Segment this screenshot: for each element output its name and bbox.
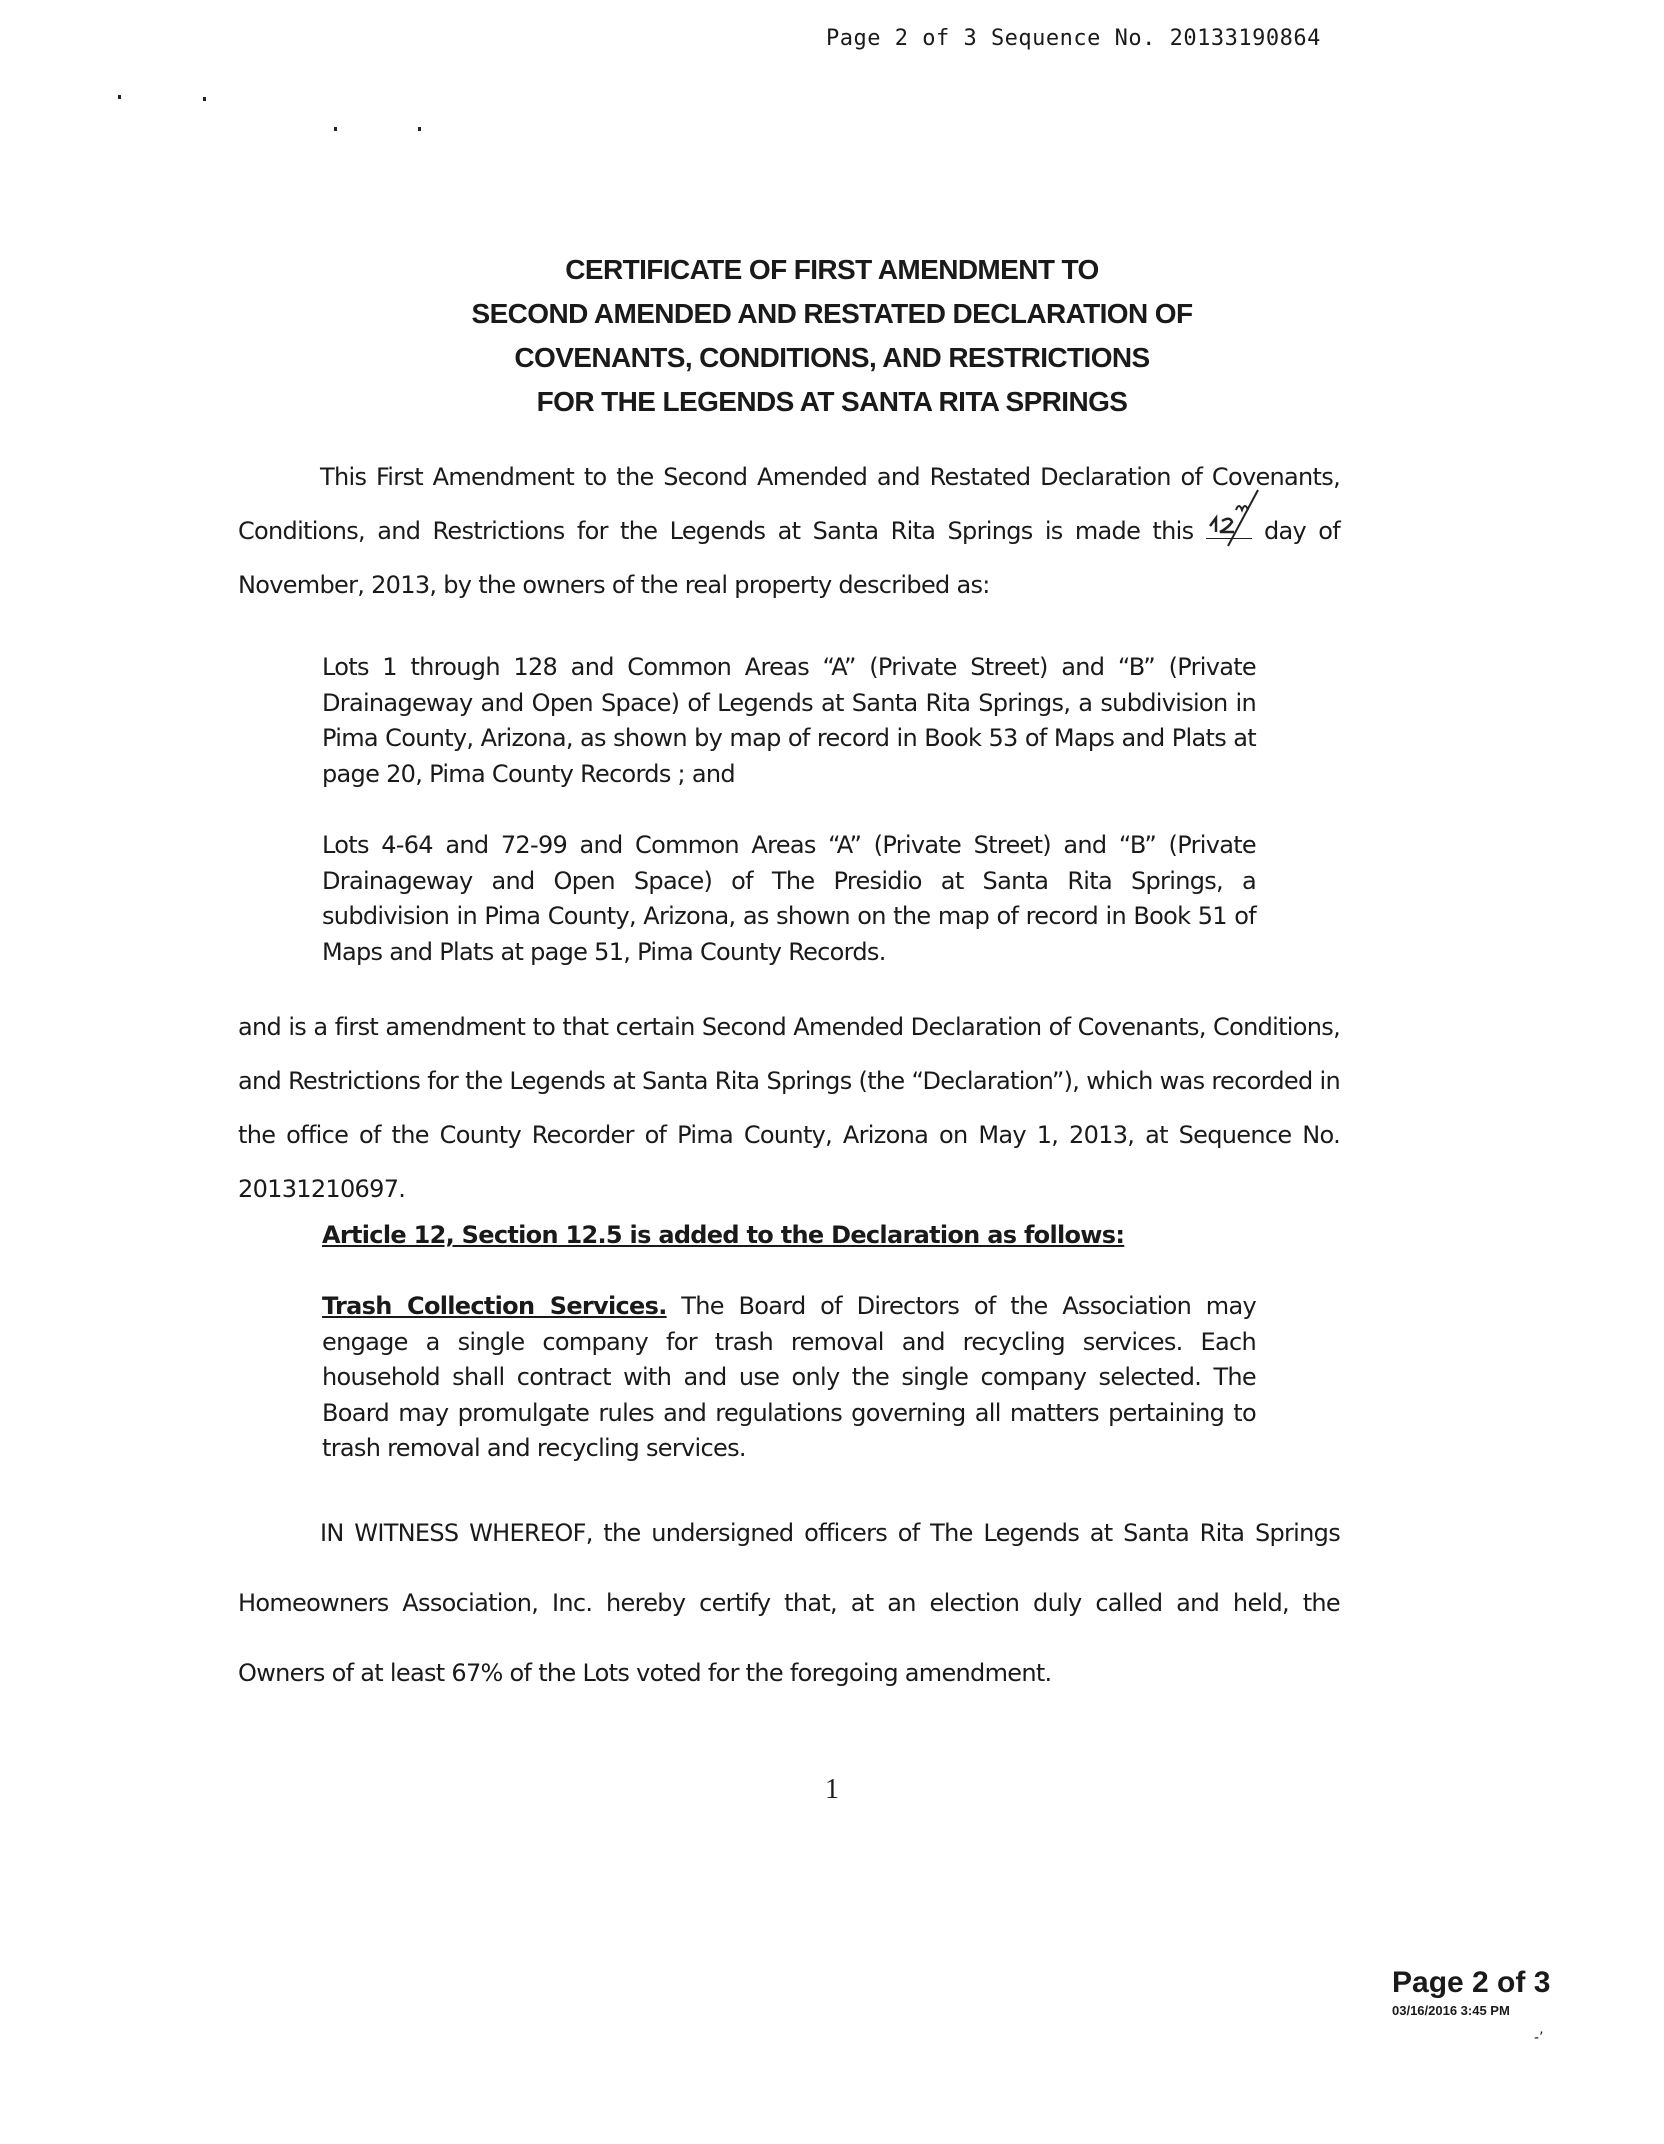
amendment-paragraph: and is a first amendment to that certain Second Amended Declaration of Covenants, Conditions, and Restrictions for the Legends at Santa Rita Springs (the “Declaration”), which was recorded in the office of the County Recorder of Pima County, Arizona on May 1, 2013, at Sequence No. 20131210697. (238, 1013, 1340, 1203)
title-line-1: CERTIFICATE OF FIRST AMENDMENT TO (565, 254, 1099, 285)
witness-paragraph: IN WITNESS WHEREOF, the undersigned officers of The Legends at Santa Rita Springs Homeowners Association, Inc. hereby certify that, at an election duly called and held, the Owners of at least 67% of the Lots voted for the foregoing amendment. (238, 1519, 1340, 1687)
trash-collection-body: The Board of Directors of the Association may engage a single company for trash removal and recycling services. Each household shall contract with and use only the single company selected. The Board may promulgate rules and regulations governing all matters pertaining to trash removal and recycling services. (322, 1292, 1256, 1462)
trash-collection-section (322, 1289, 1256, 1467)
handwritten-day-signature (1206, 488, 1306, 548)
trash-collection-term: Trash Collection Services. (322, 1292, 667, 1320)
title-line-3: COVENANTS, CONDITIONS, AND RESTRICTIONS (514, 342, 1150, 373)
page-number: 1 (825, 1774, 839, 1805)
title-line-4: FOR THE LEGENDS AT SANTA RITA SPRINGS (536, 386, 1128, 417)
recorder-header: Page 2 of 3 Sequence No. 20133190864 (826, 26, 1321, 51)
corner-mark: -’ (1534, 2030, 1544, 2046)
stamp-datetime: 03/16/2016 3:45 PM (1392, 2003, 1510, 2018)
stamp-page-count: Page 2 of 3 (1392, 1966, 1551, 1999)
title-line-2: SECOND AMENDED AND RESTATED DECLARATION OF (471, 298, 1193, 329)
intro-text-after-date: day of November, 2013, by the owners of the real property described as: (238, 517, 1340, 599)
legal-description-presidio: Lots 4-64 and 72-99 and Common Areas “A” (Private Street) and “B” (Private Drainageway and Open Space) of The Presidio at Santa Rita Springs, a subdivision in Pima County, Arizona, as shown on the map of record in Book 51 of Maps and Plats at page 51, Pima County Records. (322, 831, 1256, 966)
document-title (0, 248, 1664, 424)
intro-paragraph (238, 450, 1340, 612)
legal-description-legends: Lots 1 through 128 and Common Areas “A” (Private Street) and “B” (Private Drainageway and Open Space) of Legends at Santa Rita Springs, a subdivision in Pima County, Arizona, as shown by map of record in Book 53 of Maps and Plats at page 20, Pima County Records ; and (322, 653, 1256, 788)
handwritten-day-field (1206, 518, 1252, 539)
article-heading: Article 12, Section 12.5 is added to the Declaration as follows: (322, 1221, 1125, 1249)
intro-text-before-date: This First Amendment to the Second Amended and Restated Declaration of Covenants, Conditions, and Restrictions for the Legends at Santa Rita Springs is made this (238, 463, 1340, 545)
